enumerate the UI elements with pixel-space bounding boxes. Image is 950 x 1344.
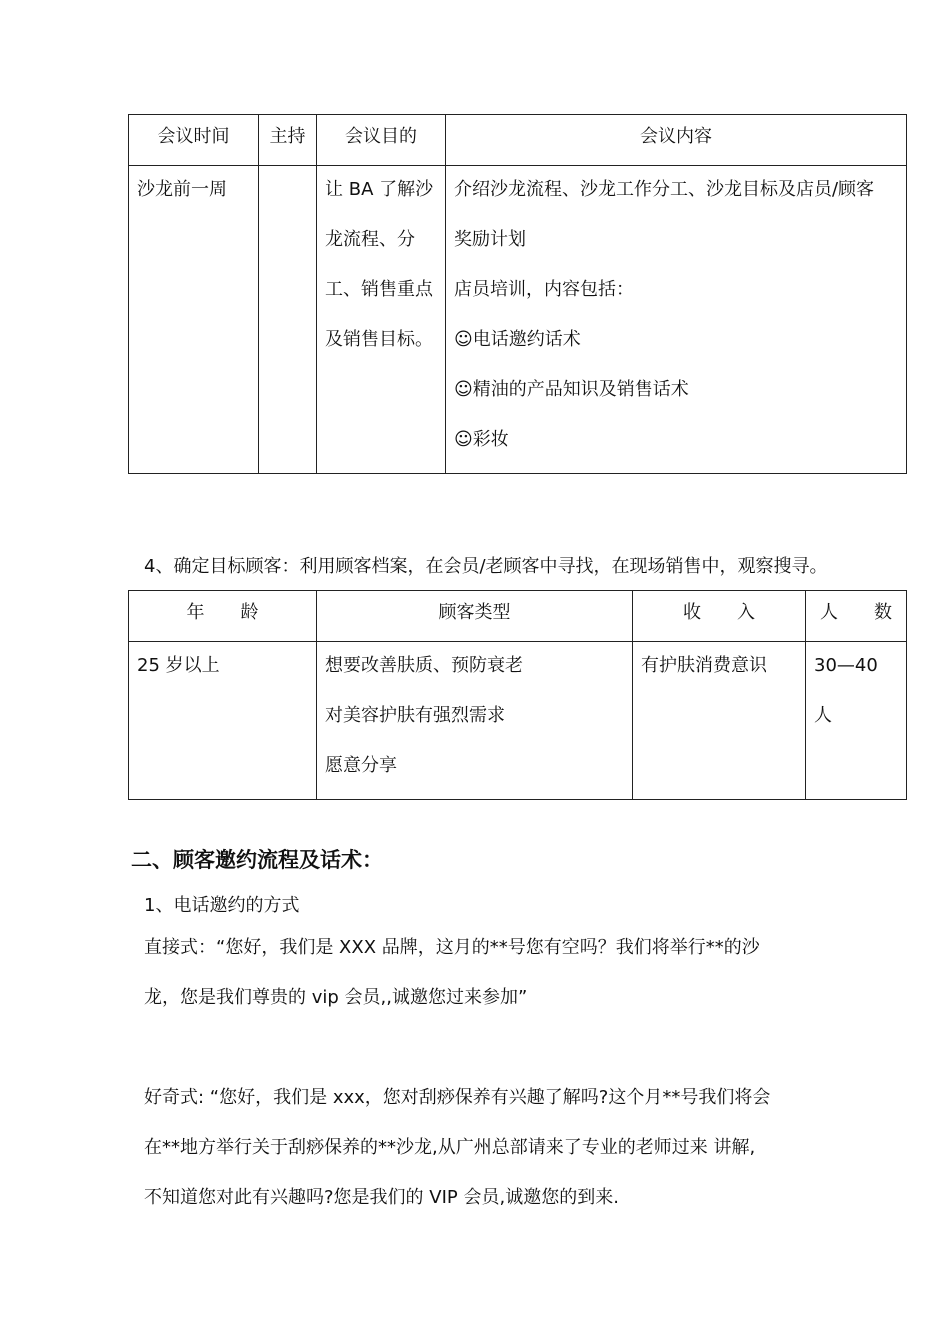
header-content: 会议内容 <box>446 115 907 166</box>
content-line: ☺精油的产品知识及销售话术 <box>454 379 689 400</box>
purpose-line: 龙流程、分 <box>325 229 415 250</box>
direct-line: 直接式：“您好，我们是 XXX 品牌，这月的**号您有空吗？我们将举行**的沙 <box>144 937 760 958</box>
content-line: 奖励计划 <box>454 229 526 250</box>
curious-line: 在**地方举行关于刮痧保养的**沙龙,从广州总部请来了专业的老师过来 讲解, <box>144 1137 756 1158</box>
type-line: 想要改善肤质、预防衰老 <box>325 655 523 676</box>
table-row <box>129 166 907 474</box>
content-line: ☺电话邀约话术 <box>454 329 581 350</box>
income-text: 有护肤消费意识 <box>641 655 767 676</box>
cell-count <box>806 642 907 800</box>
cell-content <box>446 166 907 474</box>
cell-age <box>129 642 317 800</box>
type-line: 愿意分享 <box>325 755 397 776</box>
content-line: 店员培训，内容包括： <box>454 279 634 300</box>
target-customer-table <box>128 590 907 800</box>
cell-host <box>259 166 317 474</box>
section-4-text: 4、确定目标顾客：利用顾客档案，在会员/老顾客中寻找，在现场销售中，观察搜寻。 <box>144 556 828 577</box>
meeting-schedule-table <box>128 114 907 474</box>
curious-line: 不知道您对此有兴趣吗?您是我们的 VIP 会员,诚邀您的到来. <box>144 1187 619 1208</box>
purpose-line: 工、销售重点 <box>325 279 433 300</box>
header-meeting-time: 会议时间 <box>129 115 259 166</box>
cell-customer-type <box>317 642 633 800</box>
age-text: 25 岁以上 <box>137 655 220 676</box>
header-income: 收 入 <box>633 591 806 642</box>
content-line: ☺彩妆 <box>454 429 509 450</box>
content-line: 介绍沙龙流程、沙龙工作分工、沙龙目标及店员/顾客 <box>454 179 875 200</box>
direct-line: 龙，您是我们尊贵的 vip 会员,,诚邀您过来参加” <box>144 987 528 1008</box>
cell-purpose <box>317 166 446 474</box>
curious-line: 好奇式: “您好，我们是 xxx，您对刮痧保养有兴趣了解吗?这个月**号我们将会 <box>144 1087 771 1108</box>
section-heading: 二、顾客邀约流程及话术： <box>131 848 383 872</box>
count-line: 人 <box>814 705 832 726</box>
subheading-phone-invite: 1、电话邀约的方式 <box>144 895 300 916</box>
count-line: 30—40 <box>814 655 878 676</box>
cell-time <box>129 166 259 474</box>
header-age: 年 龄 <box>129 591 317 642</box>
header-count: 人 数 <box>806 591 907 642</box>
purpose-line: 及销售目标。 <box>325 329 433 350</box>
type-line: 对美容护肤有强烈需求 <box>325 705 505 726</box>
header-customer-type: 顾客类型 <box>317 591 633 642</box>
time-text: 沙龙前一周 <box>137 179 227 200</box>
table-row <box>129 642 907 800</box>
header-host: 主持 <box>259 115 317 166</box>
header-purpose: 会议目的 <box>317 115 446 166</box>
cell-income <box>633 642 806 800</box>
purpose-line: 让 BA 了解沙 <box>325 179 434 200</box>
